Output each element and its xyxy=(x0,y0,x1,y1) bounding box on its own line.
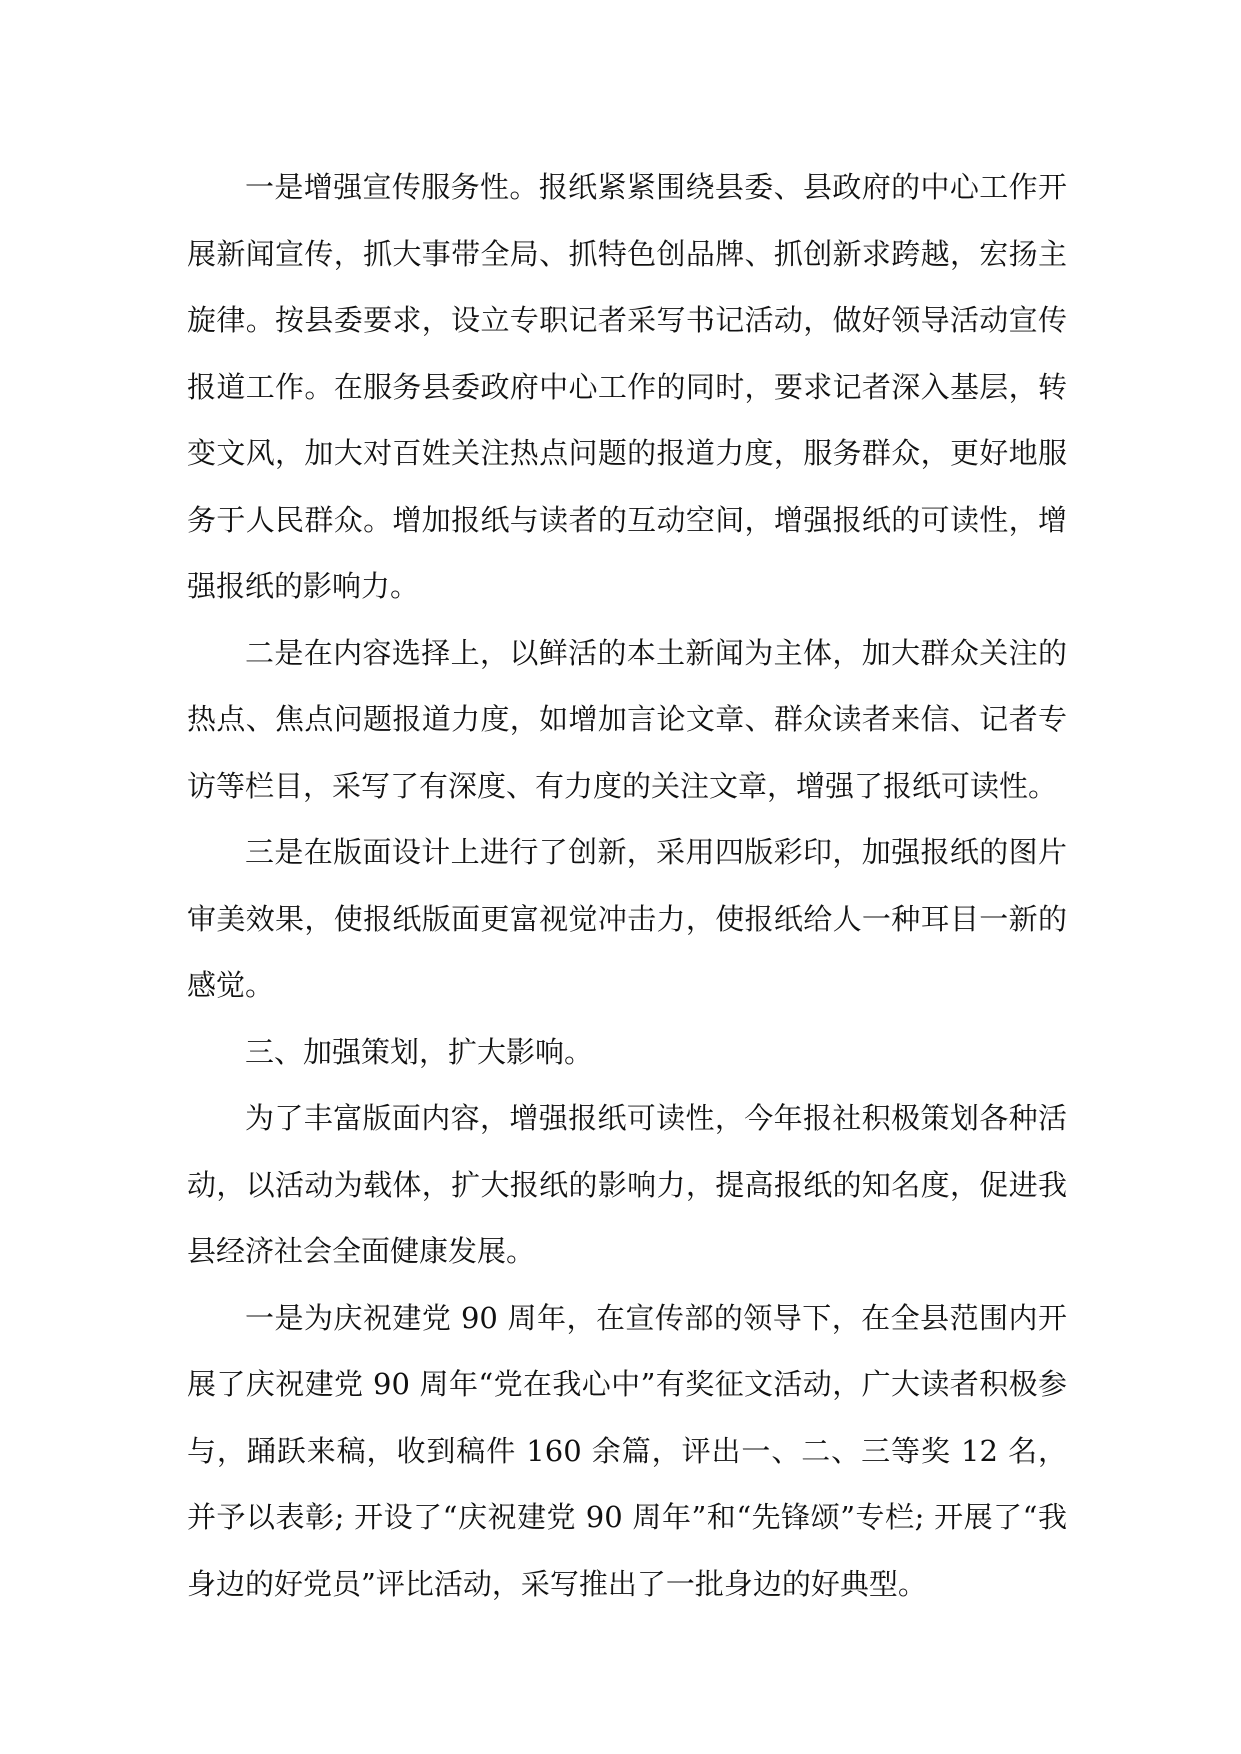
paragraph-layout-design: 三是在版面设计上进行了创新，采用四版彩印，加强报纸的图片审美效果，使报纸版面更富视觉冲击力，使报纸给人一种耳目一新的感觉。 xyxy=(187,835,1067,1002)
paragraph-activity-planning: 为了丰富版面内容，增强报纸可读性，今年报社积极策划各种活动，以活动为载体，扩大报纸的影响力，提高报纸的知名度，促进我县经济社会全面健康发展。 xyxy=(187,1101,1067,1268)
paragraph-party-anniversary: 一是为庆祝建党 90 周年，在宣传部的领导下，在全县范围内开展了庆祝建党 90 周年“党在我心中”有奖征文活动，广大读者积极参与，踊跃来稿，收到稿件 160 余篇，评出一、二、三等奖 12 名，并予以表彰; 开设了“庆祝建党 90 周年”和“先锋颂”专栏; 开展了“我身边的好党员”评比活动，采写推出了一批身边的好典型。 xyxy=(187,1300,1067,1601)
paragraph-content-selection: 二是在内容选择上，以鲜活的本土新闻为主体，加大群众关注的热点、焦点问题报道力度，如增加言论文章、群众读者来信、记者专访等栏目，采写了有深度、有力度的关注文章，增强了报纸可读性。 xyxy=(187,635,1067,803)
document-body xyxy=(187,154,1067,1617)
section-heading-planning: 三、加强策划，扩大影响。 xyxy=(245,1034,594,1069)
paragraph-publicity-service: 一是增强宣传服务性。报纸紧紧围绕县委、县政府的中心工作开展新闻宣传，抓大事带全局、抓特色创品牌、抓创新求跨越，宏扬主旋律。按县委要求，设立专职记者采写书记活动，做好领导活动宣传报道工作。在服务县委政府中心工作的同时，要求记者深入基层，转变文风，加大对百姓关注热点问题的报道力度，服务群众，更好地服务于人民群众。增加报纸与读者的互动空间，增强报纸的可读性，增强报纸的影响力。 xyxy=(187,170,1067,603)
